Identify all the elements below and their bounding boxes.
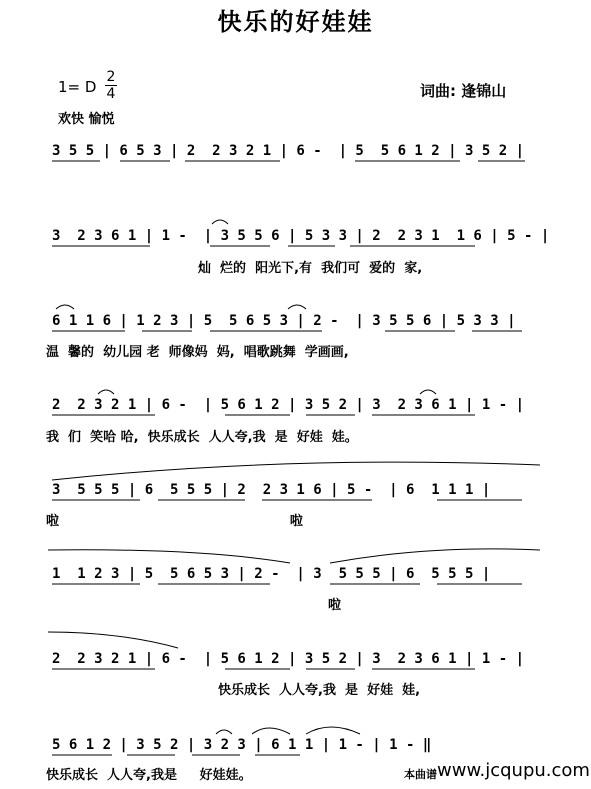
notation-line: 6 1 1 6 | 1 2 3 | 5 5 6 5 3 | 2 - | 3 5 5 6 | 5 3 3 |	[52, 313, 516, 329]
lyric-line: 啦 啦	[46, 514, 303, 529]
lyric-line: 我 们 笑哈 哈, 快乐成长 人人夸,我 是 好娃 娃。	[46, 430, 358, 445]
lyric-line: 快乐成长 人人夸,我 是 好娃 娃,	[218, 683, 421, 698]
notation-line: 3 2 3 6 1 | 1 - | 3 5 5 6 | 5 3 3 | 2 2 3 1 1 6 | 5 - |	[52, 228, 550, 244]
notation-line: 5 6 1 2 | 3 5 2 | 3 2 3 | 6 1 1 | 1 - | 1 - ‖	[52, 737, 432, 753]
score-title: 快乐的好娃娃	[217, 7, 374, 36]
tempo-marking: 欢快 愉悦	[58, 112, 115, 127]
footer-label: 本曲谱	[404, 768, 437, 781]
notation-line: 1 1 2 3 | 5 5 6 5 3 | 2 - | 3 5 5 5 | 6 5 5 5 |	[52, 566, 491, 582]
key-signature: 1= D	[58, 78, 97, 96]
time-signature-top: 2	[106, 69, 116, 85]
notation-line: 2 2 3 2 1 | 6 - | 5 6 1 2 | 3 5 2 | 3 2 3 6 1 | 1 - |	[52, 397, 525, 413]
lyric-line: 温 馨的 幼儿园 老 师像妈 妈, 唱歌跳舞 学画画,	[46, 345, 349, 360]
website-watermark: www.jcqupu.com	[437, 760, 590, 781]
notation-line: 3 5 5 | 6 5 3 | 2 2 3 2 1 | 6 - | 5 5 6 1 2 | 3 5 2 |	[52, 143, 525, 159]
time-signature-bottom: 4	[106, 86, 116, 102]
notation-line: 3 5 5 5 | 6 5 5 5 | 2 2 3 1 6 | 5 - | 6 1 1 1 |	[52, 482, 491, 498]
lyric-line: 啦	[328, 598, 342, 613]
lyric-line: 灿 烂的 阳光下,有 我们可 爱的 家,	[198, 261, 423, 276]
composer-credit: 词曲: 逢锦山	[420, 82, 507, 100]
lyric-line: 快乐成长 人人夸,我是 好娃娃。	[46, 768, 252, 783]
notation-line: 2 2 3 2 1 | 6 - | 5 6 1 2 | 3 5 2 | 3 2 3 6 1 | 1 - |	[52, 651, 525, 667]
